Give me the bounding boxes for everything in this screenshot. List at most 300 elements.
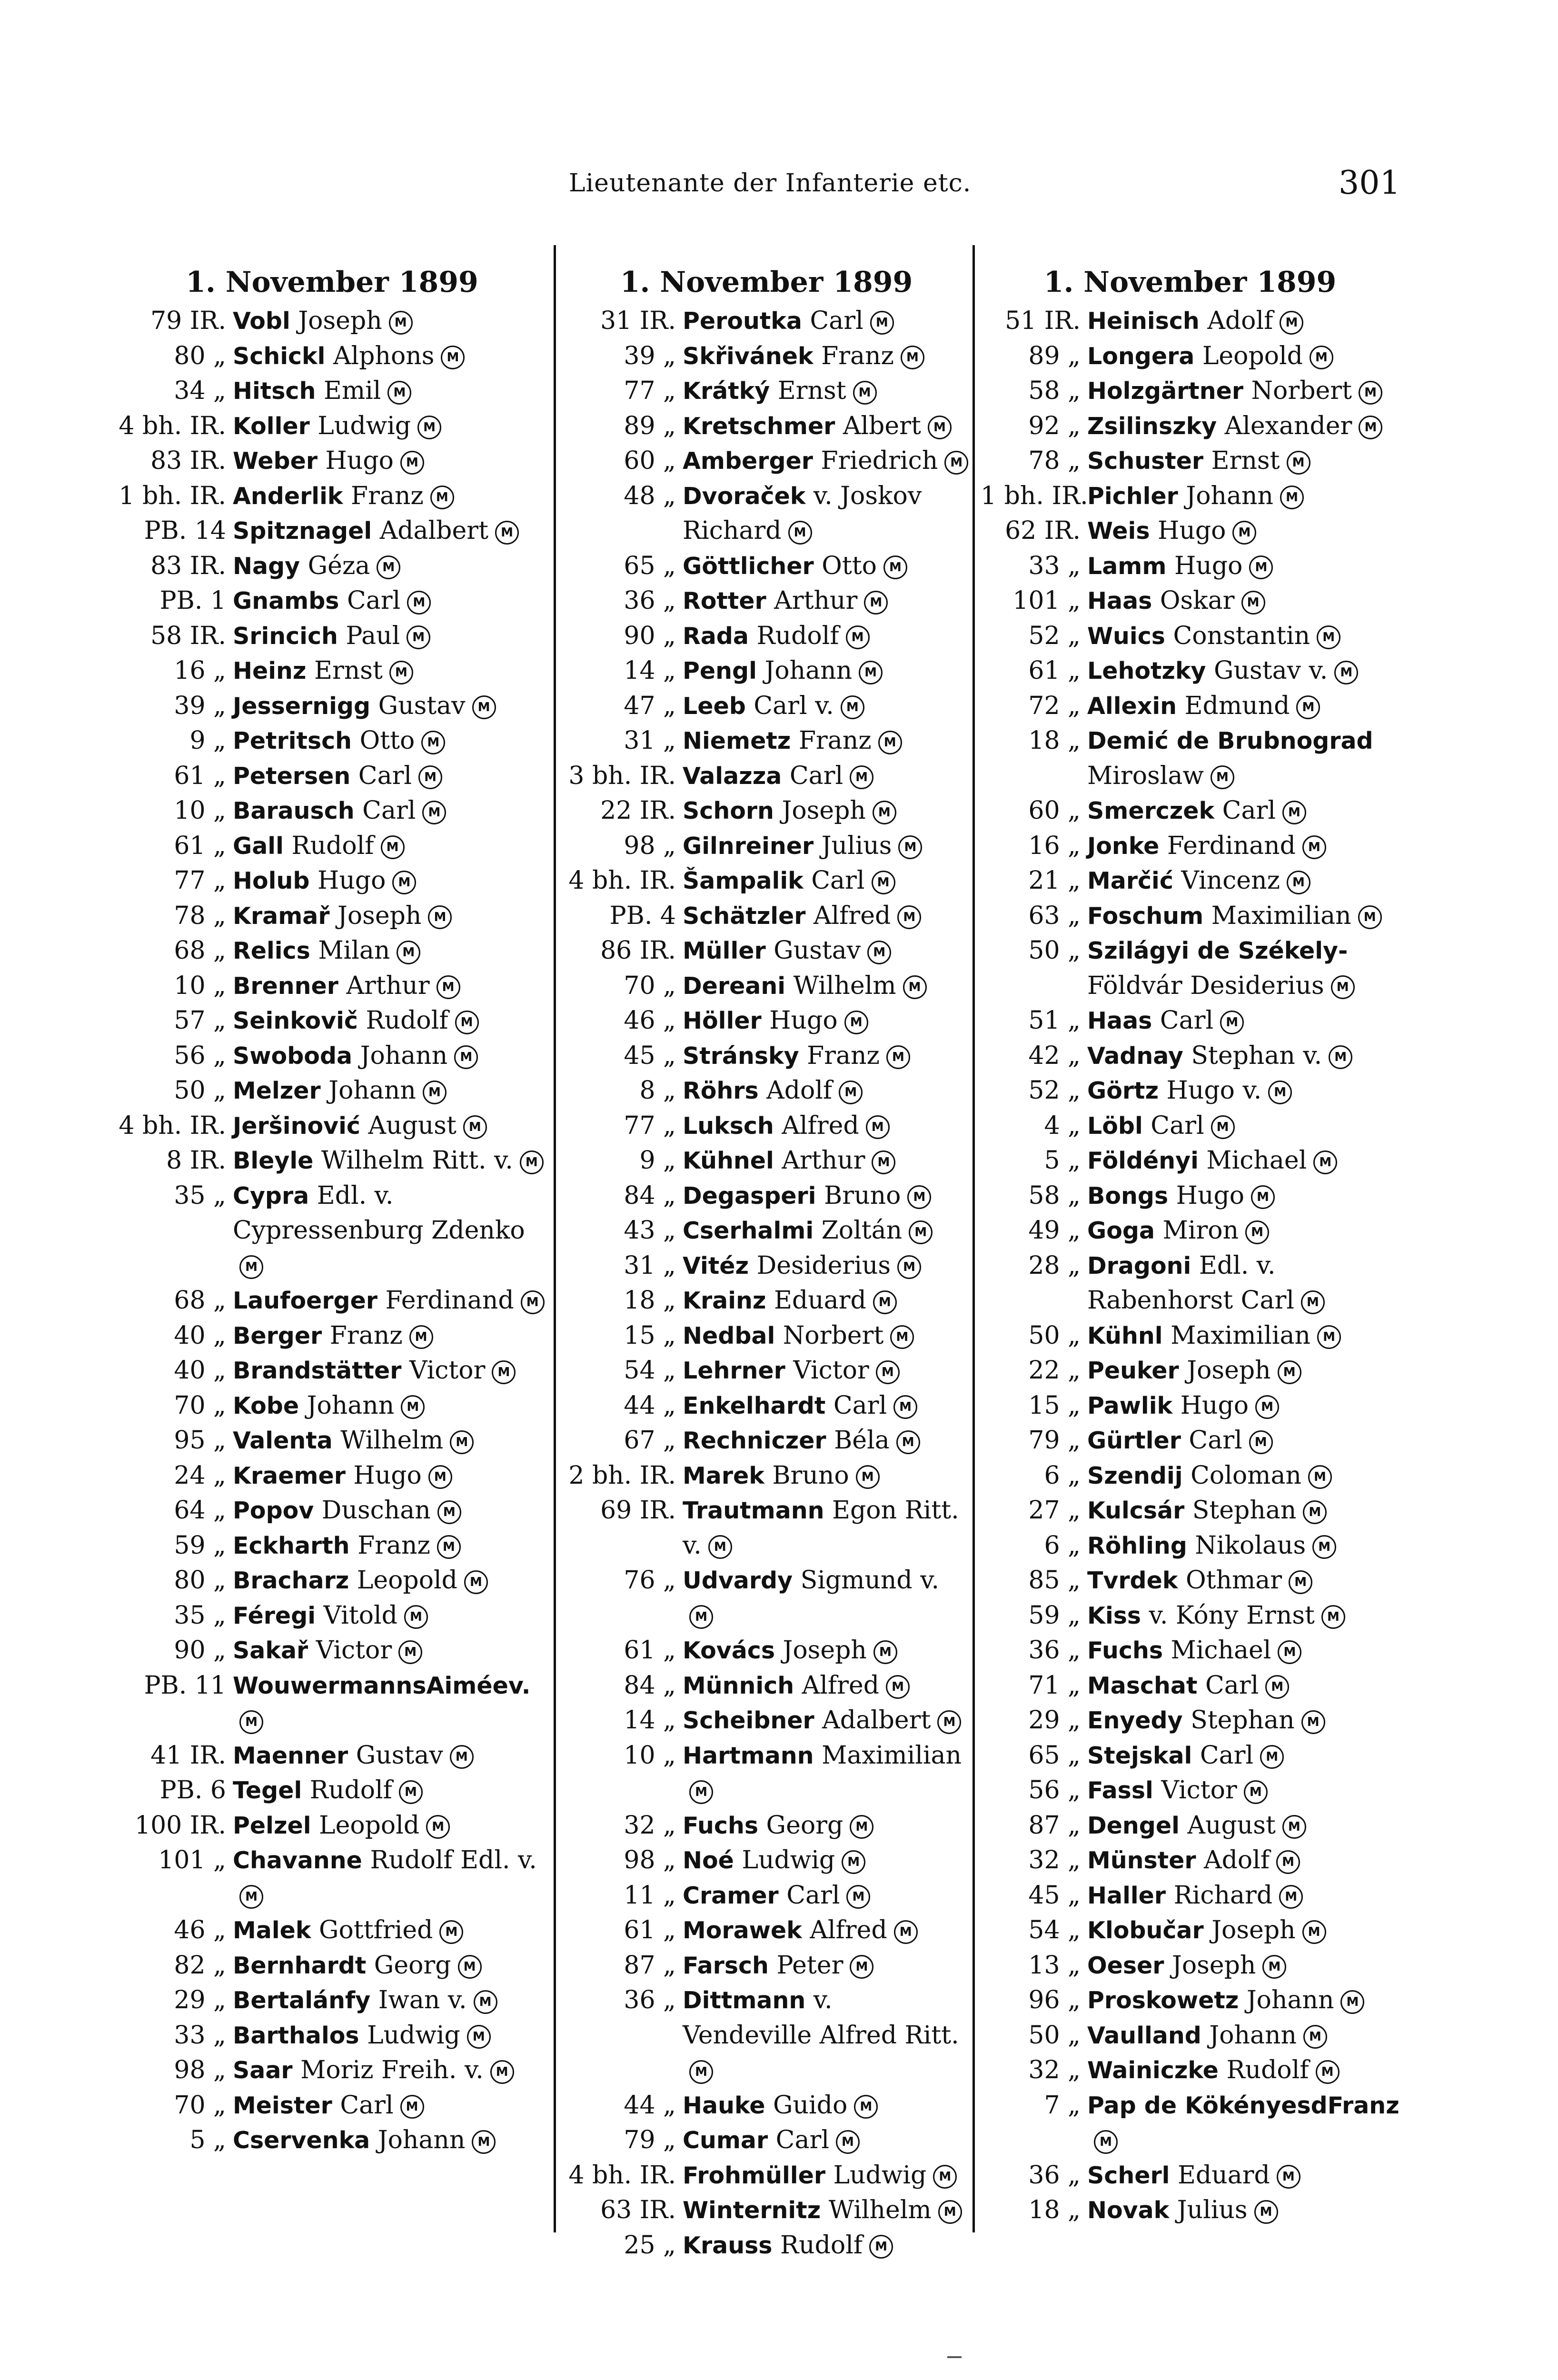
officer-name bbox=[233, 1003, 547, 1039]
given-name: Stephan v. bbox=[1191, 1041, 1322, 1070]
given-name: Milan bbox=[318, 936, 390, 965]
surname: Koller bbox=[233, 412, 310, 440]
officer-name bbox=[233, 933, 547, 969]
unit-number: 36 „ bbox=[624, 1986, 676, 2014]
given-name: Carl bbox=[1222, 796, 1276, 825]
military-merit-icon: M bbox=[897, 1255, 921, 1279]
unit-number: 2 bh. IR. bbox=[568, 1461, 676, 1490]
unit-number: 44 „ bbox=[624, 1391, 676, 1420]
given-name: Carl bbox=[1151, 1111, 1204, 1140]
military-merit-icon: M bbox=[689, 2060, 713, 2084]
unit-number: 11 „ bbox=[624, 1881, 676, 1910]
list-item bbox=[981, 1983, 1399, 2018]
unit-number: 32 „ bbox=[1028, 2056, 1081, 2084]
surname: Skřivánek bbox=[683, 342, 814, 370]
unit-number: 98 „ bbox=[624, 831, 676, 860]
surname: Kühnl bbox=[1087, 1322, 1163, 1349]
surname: Haller bbox=[1087, 1882, 1166, 1909]
officer-name bbox=[1087, 339, 1399, 374]
surname: Allexin bbox=[1087, 692, 1177, 720]
surname: Vitéz bbox=[683, 1252, 749, 1279]
surname: Fassl bbox=[1087, 1777, 1153, 1804]
surname: Proskowetz bbox=[1087, 1987, 1239, 2014]
unit-number: 32 „ bbox=[624, 1811, 676, 1840]
surname: Cumar bbox=[683, 2127, 768, 2154]
officer-name bbox=[1087, 1773, 1399, 1808]
given-name: Hugo bbox=[1180, 1391, 1249, 1420]
given-name: Victor bbox=[409, 1356, 486, 1385]
unit-number: 95 „ bbox=[174, 1426, 226, 1455]
officer-name bbox=[1087, 933, 1399, 1003]
given-name: Carl bbox=[811, 866, 865, 895]
surname: Holzgärtner bbox=[1087, 377, 1243, 405]
list-item bbox=[117, 619, 547, 654]
surname: Schätzler bbox=[683, 902, 806, 930]
unit-number: 87 „ bbox=[624, 1951, 676, 1980]
military-merit-icon: M bbox=[1280, 486, 1304, 509]
given-name: Nikolaus bbox=[1195, 1531, 1306, 1560]
military-merit-icon: M bbox=[1317, 625, 1340, 649]
list-item bbox=[564, 374, 969, 409]
list-item bbox=[117, 689, 547, 724]
given-name: Emil bbox=[323, 377, 381, 405]
given-name: Hugo bbox=[1176, 1181, 1245, 1210]
list-item bbox=[117, 654, 547, 689]
unit-number: 50 „ bbox=[1028, 1321, 1081, 1350]
given-name: Carl bbox=[789, 761, 844, 790]
given-name: Joseph bbox=[337, 901, 422, 930]
officer-name bbox=[1087, 1878, 1399, 1914]
column-heading: 1. November 1899 bbox=[620, 266, 913, 299]
surname: Müller bbox=[683, 937, 766, 964]
given-name: Rudolf bbox=[780, 2231, 863, 2260]
military-merit-icon: M bbox=[844, 1011, 868, 1034]
list-item bbox=[981, 304, 1399, 339]
given-name: Johann bbox=[764, 656, 853, 685]
officer-name bbox=[1087, 514, 1399, 549]
surname: Dereani bbox=[683, 972, 786, 1000]
list-item bbox=[117, 1179, 547, 1284]
list-item bbox=[117, 1738, 547, 1774]
unit-number: 4 „ bbox=[1044, 1111, 1081, 1140]
surname: Bongs bbox=[1087, 1182, 1169, 1210]
officer-name bbox=[683, 1563, 969, 1633]
surname: Rada bbox=[683, 622, 749, 650]
officer-name bbox=[1087, 1143, 1399, 1179]
surname: Stránsky bbox=[683, 1042, 799, 1070]
surname: Amberger bbox=[683, 447, 813, 475]
list-item bbox=[117, 479, 547, 514]
list-item bbox=[564, 1843, 969, 1878]
list-item bbox=[117, 759, 547, 794]
unit-number: 14 „ bbox=[624, 656, 676, 685]
officer-name bbox=[233, 374, 547, 409]
given-name: Johann bbox=[377, 2126, 466, 2154]
officer-name bbox=[683, 409, 969, 444]
military-merit-icon: M bbox=[1287, 871, 1310, 894]
given-name: Gottfried bbox=[318, 1916, 433, 1944]
unit-number: 61 „ bbox=[174, 761, 226, 790]
surname: Gilnreiner bbox=[683, 832, 814, 860]
unit-number: 1 bh. IR. bbox=[981, 481, 1088, 510]
unit-number: 10 „ bbox=[174, 971, 226, 1000]
list-item bbox=[981, 409, 1399, 444]
surname: Laufoerger bbox=[233, 1287, 378, 1314]
list-item bbox=[564, 1109, 969, 1144]
unit-number: 61 „ bbox=[174, 831, 226, 860]
officer-name bbox=[233, 793, 547, 829]
military-merit-icon: M bbox=[850, 765, 873, 789]
list-item bbox=[564, 1948, 969, 1983]
officer-name bbox=[233, 1948, 547, 1983]
officer-name bbox=[683, 1493, 969, 1563]
list-item bbox=[564, 2228, 969, 2263]
list-item bbox=[117, 969, 547, 1004]
military-merit-icon: M bbox=[846, 625, 870, 649]
unit-number: 36 „ bbox=[1028, 2161, 1081, 2190]
given-name: Richard bbox=[1173, 1881, 1273, 1910]
given-name: Gustav v. bbox=[1214, 656, 1328, 685]
surname: Münnich bbox=[683, 1672, 794, 1699]
officer-name bbox=[233, 1283, 547, 1319]
military-merit-icon: M bbox=[1260, 1745, 1284, 1769]
surname: Maschat bbox=[1087, 1672, 1198, 1699]
list-item bbox=[981, 1738, 1399, 1774]
given-name: Hugo bbox=[769, 1006, 838, 1035]
surname: Oeser bbox=[1087, 1952, 1164, 1979]
unit-number: 67 „ bbox=[624, 1426, 676, 1455]
given-name: Egon Ritt. v. bbox=[683, 1496, 959, 1560]
list-item bbox=[117, 1353, 547, 1388]
surname: Haas bbox=[1087, 1007, 1152, 1034]
military-merit-icon: M bbox=[239, 1710, 263, 1734]
officer-name bbox=[683, 1353, 969, 1388]
given-name: Leopold bbox=[319, 1811, 420, 1840]
list-item bbox=[564, 1668, 969, 1704]
unit-number: 18 „ bbox=[1028, 2196, 1081, 2224]
unit-number: 96 „ bbox=[1028, 1986, 1081, 2014]
military-merit-icon: M bbox=[401, 1395, 425, 1419]
given-name: Alexander bbox=[1224, 411, 1352, 440]
unit-number: 86 IR. bbox=[600, 936, 676, 965]
surname: Marčić bbox=[1087, 867, 1173, 894]
officer-name bbox=[1087, 409, 1399, 444]
officer-name bbox=[233, 1073, 547, 1109]
officer-name bbox=[233, 1983, 547, 2018]
military-merit-icon: M bbox=[437, 1500, 461, 1524]
list-item bbox=[117, 2088, 547, 2123]
military-merit-icon: M bbox=[387, 381, 411, 405]
military-merit-icon: M bbox=[421, 731, 445, 754]
unit-number: PB. 4 bbox=[609, 901, 676, 930]
military-merit-icon: M bbox=[1249, 1430, 1273, 1454]
unit-number: 41 IR. bbox=[150, 1741, 226, 1770]
given-name: Zoltán bbox=[821, 1216, 903, 1245]
given-name: Victor bbox=[316, 1636, 392, 1665]
officer-name bbox=[233, 2053, 547, 2088]
given-name: Franz bbox=[807, 1041, 880, 1070]
officer-name bbox=[233, 899, 547, 934]
officer-name bbox=[233, 759, 547, 794]
military-merit-icon: M bbox=[886, 1675, 910, 1699]
surname: Peuker bbox=[1087, 1357, 1179, 1384]
list-item bbox=[564, 2088, 969, 2123]
list-item bbox=[564, 2123, 969, 2158]
unit-number: 79 „ bbox=[624, 2126, 676, 2154]
military-merit-icon: M bbox=[450, 1430, 474, 1454]
given-name: Joseph bbox=[1171, 1951, 1256, 1980]
military-merit-icon: M bbox=[846, 1885, 870, 1909]
military-merit-icon: M bbox=[392, 871, 416, 894]
unit-number: 77 „ bbox=[624, 377, 676, 405]
given-name: v. Joskov Richard bbox=[683, 481, 922, 545]
list-item bbox=[564, 1388, 969, 1424]
given-name: Bruno bbox=[824, 1181, 901, 1210]
surname: Zsilinszky bbox=[1087, 412, 1217, 440]
entry-list bbox=[564, 304, 969, 2263]
unit-number: 39 „ bbox=[174, 691, 226, 720]
list-item bbox=[564, 1353, 969, 1388]
surname: Frohmüller bbox=[683, 2162, 825, 2189]
surname: Vadnay bbox=[1087, 1042, 1183, 1070]
list-item bbox=[981, 689, 1399, 724]
list-item bbox=[117, 1388, 547, 1424]
given-name: Eduard bbox=[1177, 2161, 1270, 2190]
unit-number: 36 „ bbox=[624, 586, 676, 615]
list-item bbox=[117, 514, 547, 549]
officer-name bbox=[233, 1039, 547, 1074]
given-name: Wilhelm bbox=[793, 971, 896, 1000]
unit-number: 70 „ bbox=[174, 1391, 226, 1420]
given-name: Julius bbox=[1177, 2196, 1248, 2224]
officer-name bbox=[683, 1983, 969, 2088]
given-name: Alfred bbox=[813, 901, 891, 930]
unit-number: 4 bh. IR. bbox=[119, 411, 226, 440]
given-name: Oskar bbox=[1160, 586, 1235, 615]
given-name: Arthur bbox=[782, 1146, 865, 1175]
unit-number: 4 bh. IR. bbox=[119, 1111, 226, 1140]
military-merit-icon: M bbox=[842, 1850, 865, 1874]
officer-name bbox=[683, 1109, 969, 1144]
unit-number: 22 IR. bbox=[600, 796, 676, 825]
officer-name bbox=[683, 829, 969, 864]
given-name: Adolf bbox=[1207, 307, 1273, 335]
military-merit-icon: M bbox=[876, 1360, 900, 1384]
unit-number: 29 „ bbox=[1028, 1706, 1081, 1735]
list-item bbox=[564, 339, 969, 374]
officer-name bbox=[233, 1493, 547, 1528]
surname: Lehrner bbox=[683, 1357, 785, 1384]
list-item bbox=[564, 1003, 969, 1039]
given-name: Gustav bbox=[378, 691, 466, 720]
surname: Berger bbox=[233, 1322, 322, 1349]
unit-number: 51 IR. bbox=[1005, 307, 1081, 335]
unit-number: 57 „ bbox=[174, 1006, 226, 1035]
list-item bbox=[981, 514, 1399, 549]
officer-name bbox=[1087, 1808, 1399, 1844]
column-heading: 1. November 1899 bbox=[186, 266, 478, 299]
military-merit-icon: M bbox=[377, 555, 400, 579]
military-merit-icon: M bbox=[455, 1011, 479, 1034]
surname: Bertalánfy bbox=[233, 1987, 371, 2014]
list-item bbox=[117, 1528, 547, 1564]
given-name: Ernst bbox=[777, 377, 846, 405]
unit-number: 6 „ bbox=[1044, 1531, 1081, 1560]
officer-name bbox=[1087, 619, 1399, 654]
unit-number: 18 „ bbox=[624, 1286, 676, 1315]
unit-number: 80 „ bbox=[174, 341, 226, 370]
unit-number: 46 „ bbox=[624, 1006, 676, 1035]
list-item bbox=[564, 619, 969, 654]
list-item bbox=[117, 374, 547, 409]
given-name: Vitold bbox=[323, 1601, 397, 1630]
unit-number: 42 „ bbox=[1028, 1041, 1081, 1070]
list-item bbox=[981, 1528, 1399, 1564]
officer-name bbox=[1087, 863, 1399, 899]
given-name: Alfred bbox=[802, 1671, 880, 1700]
unit-number: 14 „ bbox=[624, 1706, 676, 1735]
surname: Tvrdek bbox=[1087, 1567, 1178, 1594]
surname: Bernhardt bbox=[233, 1952, 367, 1979]
military-merit-icon: M bbox=[890, 1325, 914, 1349]
given-name: Carl bbox=[358, 761, 412, 790]
list-item bbox=[981, 1493, 1399, 1528]
list-item bbox=[564, 1738, 969, 1808]
unit-number: 29 „ bbox=[174, 1986, 226, 2014]
given-name: Bruno bbox=[772, 1461, 849, 1490]
unit-number: 100 IR. bbox=[134, 1811, 226, 1840]
unit-number: 48 „ bbox=[624, 481, 676, 510]
list-item bbox=[564, 1493, 969, 1563]
given-name: Carl bbox=[362, 796, 416, 825]
surname: Röhrs bbox=[683, 1077, 759, 1104]
list-item bbox=[117, 1283, 547, 1319]
given-name: Victor bbox=[1161, 1776, 1237, 1805]
unit-number: 4 bh. IR. bbox=[568, 2161, 676, 2190]
list-item bbox=[981, 793, 1399, 829]
list-item bbox=[981, 1843, 1399, 1878]
surname: Röhling bbox=[1087, 1532, 1187, 1559]
list-item bbox=[117, 1983, 547, 2018]
given-name: Alfred bbox=[810, 1916, 887, 1944]
given-name: Stephan bbox=[1191, 1706, 1295, 1735]
given-name: Gustav bbox=[356, 1741, 443, 1770]
list-item bbox=[564, 1179, 969, 1214]
surname: Rechniczer bbox=[683, 1427, 826, 1454]
surname: Foschum bbox=[1087, 902, 1204, 930]
list-item bbox=[117, 304, 547, 339]
unit-number: 33 „ bbox=[1028, 551, 1081, 580]
officer-name bbox=[1087, 584, 1399, 619]
unit-number: 89 „ bbox=[1028, 341, 1081, 370]
surname: Krauss bbox=[683, 2231, 773, 2259]
military-merit-icon: M bbox=[859, 661, 883, 684]
officer-name bbox=[233, 409, 547, 444]
surname: Weber bbox=[233, 447, 318, 475]
given-name: Rudolf bbox=[291, 831, 374, 860]
officer-name bbox=[683, 1179, 969, 1214]
surname: Popov bbox=[233, 1497, 314, 1524]
list-item bbox=[117, 1039, 547, 1074]
surname: Göttlicher bbox=[683, 552, 814, 580]
military-merit-icon: M bbox=[1310, 346, 1333, 369]
list-item bbox=[564, 724, 969, 759]
officer-name bbox=[1087, 1703, 1399, 1738]
military-merit-icon: M bbox=[1329, 1045, 1352, 1069]
given-name: August bbox=[1187, 1811, 1276, 1840]
unit-number: 60 „ bbox=[624, 446, 676, 475]
given-name: Hugo bbox=[353, 1461, 422, 1490]
officer-name bbox=[1087, 2018, 1399, 2053]
officer-name bbox=[233, 619, 547, 654]
unit-number: 58 IR. bbox=[150, 621, 226, 650]
military-merit-icon: M bbox=[907, 1185, 931, 1209]
surname: Barausch bbox=[233, 797, 355, 824]
surname: Kulcsár bbox=[1087, 1497, 1185, 1524]
surname: Stejskal bbox=[1087, 1742, 1192, 1769]
list-item bbox=[981, 1808, 1399, 1844]
given-name: Georg bbox=[766, 1811, 844, 1840]
surname: Klobučar bbox=[1087, 1917, 1204, 1944]
surname: Gall bbox=[233, 832, 284, 860]
military-merit-icon: M bbox=[407, 625, 430, 649]
unit-number: 43 „ bbox=[624, 1216, 676, 1245]
list-item bbox=[981, 2158, 1399, 2193]
officer-name bbox=[683, 619, 969, 654]
surname: Luksch bbox=[683, 1112, 774, 1140]
list-item bbox=[564, 479, 969, 549]
military-merit-icon: M bbox=[850, 1955, 873, 1979]
list-item bbox=[117, 1003, 547, 1039]
unit-number: 72 „ bbox=[1028, 691, 1081, 720]
military-merit-icon: M bbox=[1321, 1605, 1345, 1629]
surname: Longera bbox=[1087, 342, 1195, 370]
surname: Scheibner bbox=[683, 1707, 814, 1734]
officer-name bbox=[683, 969, 969, 1004]
given-name: Béla bbox=[834, 1426, 890, 1455]
military-merit-icon: M bbox=[1255, 1395, 1279, 1419]
given-name: Stephan bbox=[1192, 1496, 1297, 1525]
surname: Bleyle bbox=[233, 1147, 314, 1174]
officer-name bbox=[683, 2088, 969, 2123]
unit-number: 35 „ bbox=[174, 1601, 226, 1630]
unit-number: 40 „ bbox=[174, 1356, 226, 1385]
unit-number: 45 „ bbox=[624, 1041, 676, 1070]
surname: WouwermannsAiméev. bbox=[233, 1672, 531, 1699]
surname: Kühnel bbox=[683, 1147, 774, 1174]
military-merit-icon: M bbox=[404, 1605, 428, 1629]
surname: Löbl bbox=[1087, 1112, 1143, 1140]
list-item bbox=[981, 724, 1399, 793]
column-3 bbox=[981, 261, 1399, 2228]
given-name: Moriz Freih. v. bbox=[300, 2056, 484, 2084]
surname: Kretschmer bbox=[683, 412, 835, 440]
officer-name bbox=[1087, 1423, 1399, 1458]
officer-name bbox=[1087, 2053, 1399, 2088]
list-item bbox=[981, 479, 1399, 514]
military-merit-icon: M bbox=[1245, 1220, 1269, 1244]
unit-number: 65 „ bbox=[624, 551, 676, 580]
given-name: Carl bbox=[1160, 1006, 1214, 1035]
list-item bbox=[117, 1109, 547, 1144]
list-item bbox=[981, 1878, 1399, 1914]
surname: Cypra bbox=[233, 1182, 309, 1210]
officer-name bbox=[233, 1738, 547, 1774]
given-name: Wilhelm bbox=[340, 1426, 444, 1455]
given-name: Eduard bbox=[774, 1286, 866, 1315]
unit-number: 16 „ bbox=[174, 656, 226, 685]
officer-name bbox=[1087, 444, 1399, 479]
